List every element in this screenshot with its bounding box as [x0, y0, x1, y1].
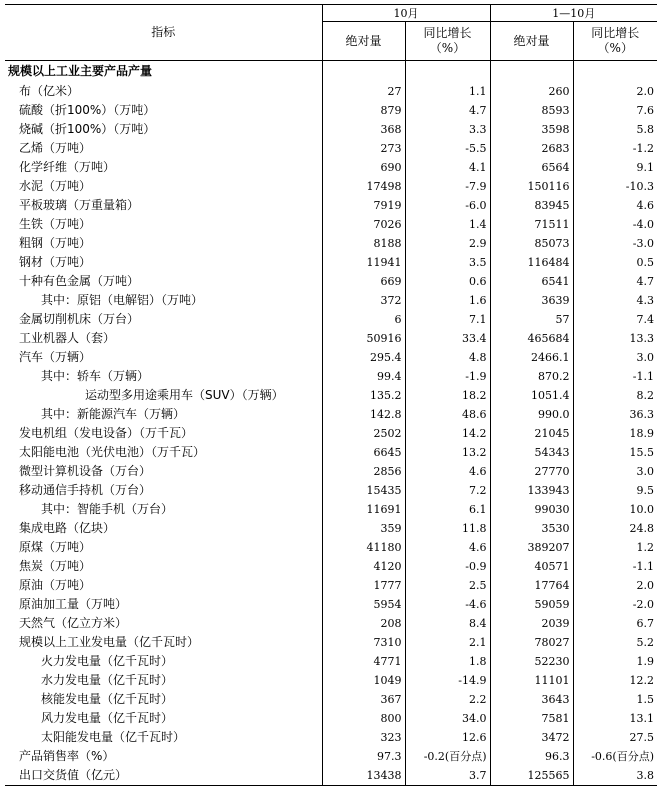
- oct-yoy-value: 14.2: [405, 424, 490, 443]
- ytd-abs-value: 11101: [490, 671, 573, 690]
- table-row: [5, 443, 657, 462]
- oct-yoy-value: 2.1: [405, 633, 490, 652]
- ytd-abs-value: 465684: [490, 329, 573, 348]
- row-label: 十种有色金属（万吨）: [5, 272, 322, 291]
- row-label: 天然气（亿立方米）: [5, 614, 322, 633]
- ytd-yoy-value: 5.8: [636, 123, 654, 136]
- ytd-yoy-value: -3.0: [632, 237, 654, 250]
- ytd-yoy-value: 0.5: [636, 256, 654, 269]
- oct-abs-value: 8188: [322, 234, 405, 253]
- table-row: [5, 766, 657, 786]
- table-row: [5, 196, 657, 215]
- oct-abs-value: 295.4: [322, 348, 405, 367]
- oct-abs-value: 97.3: [322, 747, 405, 766]
- period-jan-oct-header: 1—10月: [490, 5, 657, 22]
- table-row: [5, 671, 657, 690]
- ytd-yoy-value: 24.8: [629, 522, 654, 535]
- table-row: [5, 652, 657, 671]
- oct-yoy-value: 33.4: [405, 329, 490, 348]
- table-row: [5, 633, 657, 652]
- oct-abs-value: 2502: [322, 424, 405, 443]
- oct-yoy-value: 7.1: [405, 310, 490, 329]
- oct-yoy-value: 7.2: [405, 481, 490, 500]
- oct-abs-value: 7919: [322, 196, 405, 215]
- oct-abs-value: 273: [322, 139, 405, 158]
- oct-abs-value: 142.8: [322, 405, 405, 424]
- ytd-abs-value: 21045: [490, 424, 573, 443]
- oct-abs-value: 6645: [322, 443, 405, 462]
- oct-abs-value: 4771: [322, 652, 405, 671]
- oct-abs-value: 41180: [322, 538, 405, 557]
- table-row: [5, 709, 657, 728]
- row-label: 水力发电量（亿千瓦时）: [5, 671, 322, 690]
- oct-yoy-value: 2.5: [405, 576, 490, 595]
- ytd-abs-value: 125565: [490, 766, 573, 786]
- ytd-abs-value: 40571: [490, 557, 573, 576]
- table-row: [5, 120, 657, 139]
- row-label: 生铁（万吨）: [5, 215, 322, 234]
- oct-yoy-value: 2.9: [405, 234, 490, 253]
- ytd-yoy-value: -2.0: [632, 598, 654, 611]
- row-label: 钢材（万吨）: [5, 253, 322, 272]
- row-label: 太阳能发电量（亿千瓦时）: [5, 728, 322, 747]
- oct-abs-value: 208: [322, 614, 405, 633]
- oct-yoy-value: -14.9: [405, 671, 490, 690]
- table-row: [5, 500, 657, 519]
- oct-yoy-value: 1.4: [405, 215, 490, 234]
- ytd-abs-header: 绝对量: [490, 22, 573, 61]
- ytd-yoy-value: 7.6: [636, 104, 654, 117]
- ytd-yoy-value: 2.0: [636, 85, 654, 98]
- table-row: [5, 329, 657, 348]
- row-label: 其中：智能手机（万台）: [5, 500, 322, 519]
- oct-abs-value: 800: [322, 709, 405, 728]
- ytd-yoy-value: 13.3: [629, 332, 654, 345]
- ytd-abs-value: 870.2: [490, 367, 573, 386]
- ytd-abs-value: 8593: [490, 101, 573, 120]
- ytd-abs-value: 3530: [490, 519, 573, 538]
- ytd-yoy-value: 6.7: [636, 617, 654, 630]
- row-label: 太阳能电池（光伏电池）（万千瓦）: [5, 443, 322, 462]
- oct-yoy-value: 8.4: [405, 614, 490, 633]
- ytd-abs-value: 2039: [490, 614, 573, 633]
- section-title: 规模以上工业主要产品产量: [5, 61, 322, 83]
- oct-yoy-value: 3.3: [405, 120, 490, 139]
- oct-yoy-value: 3.7: [405, 766, 490, 786]
- ytd-abs-value: 17764: [490, 576, 573, 595]
- row-label: 烧碱（折100%）（万吨）: [5, 120, 322, 139]
- table-row: [5, 234, 657, 253]
- table-row: [5, 139, 657, 158]
- oct-abs-value: 13438: [322, 766, 405, 786]
- ytd-yoy-value: 9.1: [636, 161, 654, 174]
- oct-abs-value: 359: [322, 519, 405, 538]
- row-label: 发电机组（发电设备）（万千瓦）: [5, 424, 322, 443]
- row-label: 规模以上工业发电量（亿千瓦时）: [5, 633, 322, 652]
- oct-yoy-value: -4.6: [405, 595, 490, 614]
- ytd-abs-value: 99030: [490, 500, 573, 519]
- ytd-yoy-value: 1.9: [636, 655, 654, 668]
- row-label: 汽车（万辆）: [5, 348, 322, 367]
- row-label: 水泥（万吨）: [5, 177, 322, 196]
- ytd-yoy-value: 1.5: [636, 693, 654, 706]
- ytd-abs-value: 133943: [490, 481, 573, 500]
- oct-yoy-value: 6.1: [405, 500, 490, 519]
- table-row: [5, 82, 657, 101]
- table-row: [5, 215, 657, 234]
- row-label: 金属切削机床（万台）: [5, 310, 322, 329]
- oct-abs-value: 5954: [322, 595, 405, 614]
- ytd-abs-value: 1051.4: [490, 386, 573, 405]
- table-row: [5, 576, 657, 595]
- oct-abs-value: 2856: [322, 462, 405, 481]
- ytd-yoy-value: 3.0: [636, 351, 654, 364]
- row-label: 其中：轿车（万辆）: [5, 367, 322, 386]
- ytd-yoy-value: -1.1: [632, 370, 654, 383]
- oct-yoy-value: 4.6: [405, 538, 490, 557]
- table-row: [5, 367, 657, 386]
- oct-yoy-value: 4.6: [405, 462, 490, 481]
- table-row: [5, 690, 657, 709]
- ytd-yoy-value: 3.0: [636, 465, 654, 478]
- row-label: 平板玻璃（万重量箱）: [5, 196, 322, 215]
- table-row: [5, 272, 657, 291]
- oct-yoy-value: 4.8: [405, 348, 490, 367]
- row-label: 风力发电量（亿千瓦时）: [5, 709, 322, 728]
- oct-yoy-value: 48.6: [405, 405, 490, 424]
- ytd-yoy-value: -4.0: [632, 218, 654, 231]
- ytd-abs-value: 6564: [490, 158, 573, 177]
- ytd-yoy-value: 18.9: [629, 427, 654, 440]
- oct-yoy-value: 1.6: [405, 291, 490, 310]
- ytd-abs-value: 71511: [490, 215, 573, 234]
- ytd-yoy-value: 13.1: [629, 712, 654, 725]
- ytd-yoy-value: 4.7: [636, 275, 654, 288]
- ytd-yoy-value: 12.2: [629, 674, 654, 687]
- row-label: 原油加工量（万吨）: [5, 595, 322, 614]
- ytd-yoy-value: 9.5: [636, 484, 654, 497]
- ytd-yoy-value: 36.3: [629, 408, 654, 421]
- indicator-header: 指标: [5, 5, 322, 61]
- ytd-yoy-value: -1.2: [632, 142, 654, 155]
- table-row: [5, 291, 657, 310]
- oct-abs-value: 372: [322, 291, 405, 310]
- ytd-abs-value: 260: [490, 82, 573, 101]
- ytd-abs-value: 52230: [490, 652, 573, 671]
- row-label: 乙烯（万吨）: [5, 139, 322, 158]
- table-row: [5, 481, 657, 500]
- row-label: 核能发电量（亿千瓦时）: [5, 690, 322, 709]
- ytd-yoy-value: 15.5: [629, 446, 654, 459]
- table-row: [5, 538, 657, 557]
- ytd-yoy-value: 8.2: [636, 389, 654, 402]
- ytd-abs-value: 3639: [490, 291, 573, 310]
- oct-abs-value: 879: [322, 101, 405, 120]
- oct-yoy-value: -7.9: [405, 177, 490, 196]
- oct-yoy-value: 34.0: [405, 709, 490, 728]
- ytd-yoy-value: 10.0: [629, 503, 654, 516]
- ytd-abs-value: 27770: [490, 462, 573, 481]
- row-label: 硫酸（折100%）（万吨）: [5, 101, 322, 120]
- oct-abs-value: 7026: [322, 215, 405, 234]
- ytd-abs-value: 57: [490, 310, 573, 329]
- oct-yoy-value: 12.6: [405, 728, 490, 747]
- oct-abs-header: 绝对量: [322, 22, 405, 61]
- table-row: [5, 158, 657, 177]
- table-row: [5, 405, 657, 424]
- ytd-abs-value: 116484: [490, 253, 573, 272]
- row-label: 产品销售率（%）: [5, 747, 322, 766]
- table-row: [5, 386, 657, 405]
- oct-yoy-value: 0.6: [405, 272, 490, 291]
- ytd-abs-value: 2683: [490, 139, 573, 158]
- table-row: [5, 462, 657, 481]
- ytd-abs-value: 6541: [490, 272, 573, 291]
- oct-abs-value: 4120: [322, 557, 405, 576]
- row-label: 火力发电量（亿千瓦时）: [5, 652, 322, 671]
- oct-yoy-value: 3.5: [405, 253, 490, 272]
- table-row: [5, 519, 657, 538]
- oct-yoy-value: -0.2(百分点): [405, 747, 490, 766]
- ytd-yoy-value: -0.6(百分点): [591, 750, 654, 763]
- oct-abs-value: 135.2: [322, 386, 405, 405]
- row-label: 其中：原铝（电解铝）（万吨）: [5, 291, 322, 310]
- table-row: [5, 177, 657, 196]
- ytd-abs-value: 78027: [490, 633, 573, 652]
- oct-yoy-value: 1.8: [405, 652, 490, 671]
- oct-abs-value: 17498: [322, 177, 405, 196]
- ytd-abs-value: 150116: [490, 177, 573, 196]
- ytd-yoy-value: 5.2: [636, 636, 654, 649]
- ytd-yoy-value: -1.1: [632, 560, 654, 573]
- table-row: [5, 747, 657, 766]
- table-row: [5, 310, 657, 329]
- row-label: 出口交货值（亿元）: [5, 766, 322, 786]
- row-label: 布（亿米）: [5, 82, 322, 101]
- period-oct-header: 10月: [322, 5, 490, 22]
- oct-yoy-value: 2.2: [405, 690, 490, 709]
- oct-yoy-value: -6.0: [405, 196, 490, 215]
- row-label: 运动型多用途乘用车（SUV）（万辆）: [5, 386, 322, 405]
- production-stats-table: [5, 4, 657, 786]
- oct-abs-value: 6: [322, 310, 405, 329]
- oct-abs-value: 1777: [322, 576, 405, 595]
- oct-yoy-value: 4.7: [405, 101, 490, 120]
- ytd-yoy-value: -10.3: [625, 180, 654, 193]
- ytd-abs-value: 83945: [490, 196, 573, 215]
- oct-abs-value: 669: [322, 272, 405, 291]
- ytd-abs-value: 7581: [490, 709, 573, 728]
- ytd-abs-value: 85073: [490, 234, 573, 253]
- oct-yoy-value: 18.2: [405, 386, 490, 405]
- row-label: 工业机器人（套）: [5, 329, 322, 348]
- oct-abs-value: 7310: [322, 633, 405, 652]
- ytd-yoy-value: 7.4: [636, 313, 654, 326]
- row-label: 粗钢（万吨）: [5, 234, 322, 253]
- row-label: 移动通信手持机（万台）: [5, 481, 322, 500]
- row-label: 原煤（万吨）: [5, 538, 322, 557]
- oct-abs-value: 50916: [322, 329, 405, 348]
- oct-yoy-value: -5.5: [405, 139, 490, 158]
- ytd-abs-value: 3472: [490, 728, 573, 747]
- ytd-yoy-value: 27.5: [629, 731, 654, 744]
- ytd-yoy-header: 同比增长 （%）: [573, 22, 657, 61]
- ytd-yoy-value: 1.2: [636, 541, 654, 554]
- oct-abs-value: 690: [322, 158, 405, 177]
- table-row: [5, 348, 657, 367]
- row-label: 原油（万吨）: [5, 576, 322, 595]
- oct-yoy-value: 4.1: [405, 158, 490, 177]
- oct-abs-value: 27: [322, 82, 405, 101]
- oct-abs-value: 99.4: [322, 367, 405, 386]
- table-row: [5, 253, 657, 272]
- ytd-yoy-value: 2.0: [636, 579, 654, 592]
- oct-abs-value: 323: [322, 728, 405, 747]
- row-label: 化学纤维（万吨）: [5, 158, 322, 177]
- ytd-yoy-value: 3.8: [573, 766, 657, 786]
- ytd-abs-value: 3643: [490, 690, 573, 709]
- oct-yoy-value: 11.8: [405, 519, 490, 538]
- ytd-abs-value: 990.0: [490, 405, 573, 424]
- ytd-abs-value: 96.3: [490, 747, 573, 766]
- oct-yoy-value: 1.1: [405, 82, 490, 101]
- table-row: [5, 595, 657, 614]
- oct-yoy-value: 13.2: [405, 443, 490, 462]
- oct-yoy-value: -0.9: [405, 557, 490, 576]
- table-row: [5, 424, 657, 443]
- oct-abs-value: 11691: [322, 500, 405, 519]
- ytd-abs-value: 2466.1: [490, 348, 573, 367]
- row-label: 微型计算机设备（万台）: [5, 462, 322, 481]
- ytd-abs-value: 59059: [490, 595, 573, 614]
- row-label: 集成电路（亿块）: [5, 519, 322, 538]
- section-row: [5, 61, 657, 83]
- table-row: [5, 557, 657, 576]
- table-row: [5, 614, 657, 633]
- oct-yoy-value: -1.9: [405, 367, 490, 386]
- ytd-yoy-value: 4.6: [636, 199, 654, 212]
- row-label: 焦炭（万吨）: [5, 557, 322, 576]
- ytd-abs-value: 389207: [490, 538, 573, 557]
- oct-abs-value: 11941: [322, 253, 405, 272]
- oct-abs-value: 1049: [322, 671, 405, 690]
- oct-abs-value: 368: [322, 120, 405, 139]
- ytd-abs-value: 54343: [490, 443, 573, 462]
- table-row: [5, 728, 657, 747]
- oct-abs-value: 367: [322, 690, 405, 709]
- oct-abs-value: 15435: [322, 481, 405, 500]
- row-label: 其中：新能源汽车（万辆）: [5, 405, 322, 424]
- table-row: [5, 101, 657, 120]
- oct-yoy-header: 同比增长 （%）: [405, 22, 490, 61]
- ytd-abs-value: 3598: [490, 120, 573, 139]
- ytd-yoy-value: 4.3: [636, 294, 654, 307]
